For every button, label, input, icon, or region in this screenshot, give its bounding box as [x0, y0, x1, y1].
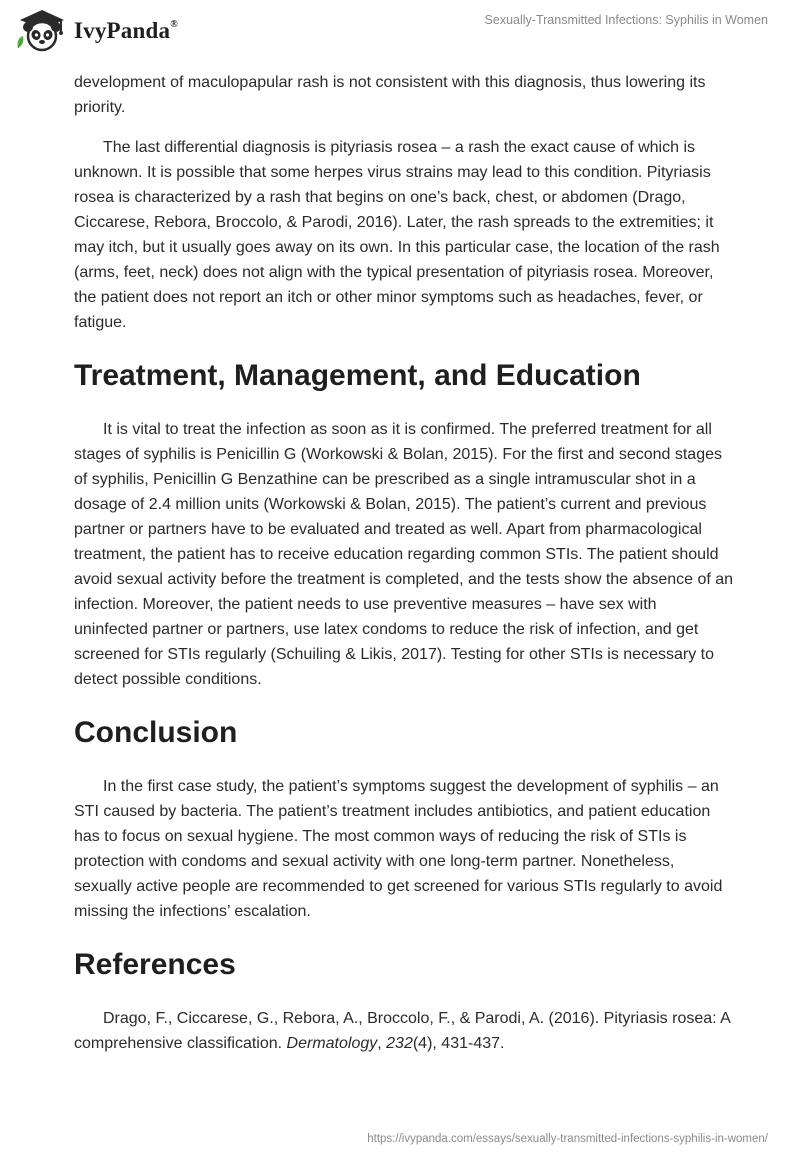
reference-journal: Dermatology: [286, 1035, 378, 1052]
running-title: Sexually-Transmitted Infections: Syphilis in Women: [484, 13, 768, 27]
reference-volume: 232: [386, 1035, 413, 1052]
paragraph-continuation: development of maculopapular rash is not consistent with this diagnosis, thus lowering its priority.: [74, 74, 706, 116]
logo-wordmark: IvyPanda®: [74, 18, 178, 43]
site-logo[interactable]: [14, 8, 178, 54]
paragraph-conclusion: In the first case study, the patient’s symptoms suggest the development of syphilis – an STI caused by bacteria. The patient’s treatment includes antibiotics, and patient education has to focus on sexual hygiene. The most common ways of reducing the risk of STIs is protection with condoms and sexual activity with one long-term partner. Nonetheless, sexually active people are recommended to get screened for various STIs regularly to avoid missing the infections’ escalation.: [74, 778, 723, 920]
panda-graduate-icon: [14, 8, 70, 54]
paragraph-pityriasis-rosea: The last differential diagnosis is pityriasis rosea – a rash the exact cause of which is unknown. It is possible that some herpes virus strains may lead to this condition. Pityriasis rosea is characterized by a rash that begins on one’s back, chest, or abdomen (Drago, Ciccarese, Rebora, Broccolo, & Parodi, 2016). Later, the rash spreads to the extremities; it may itch, but it usually goes away on its own. In this particular case, the location of the rash (arms, feet, neck) does not align with the typical presentation of pityriasis rosea. Moreover, the patient does not report an itch or other minor symptoms such as headaches, fever, or fatigue.: [74, 139, 720, 331]
reference-entry: Drago, F., Ciccarese, G., Rebora, A., Broccolo, F., & Parodi, A. (2016). Pityriasis rosea: A comprehensive classification. Dermatology, 232(4), 431-437.: [74, 1010, 730, 1052]
essay-content: [74, 70, 734, 1056]
paragraph-treatment: It is vital to treat the infection as soon as it is confirmed. The preferred treatment for all stages of syphilis is Penicillin G (Workowski & Bolan, 2015). For the first and second stages of syphilis, Penicillin G Benzathine can be prescribed as a single intramuscular shot in a dosage of 2.4 million units (Workowski & Bolan, 2015). The patient’s current and previous partner or partners have to be evaluated and treated as well. Apart from pharmacological treatment, the patient has to receive education regarding common STIs. The patient should avoid sexual activity before the treatment is completed, and the tests show the absence of an infection. Moreover, the patient needs to use preventive measures – have sex with uninfected partner or partners, use latex condoms to reduce the risk of infection, and get screened for STIs regularly (Schuiling & Likis, 2017). Testing for other STIs is necessary to detect possible conditions.: [74, 421, 734, 688]
heading-references: References: [74, 948, 236, 981]
heading-conclusion: Conclusion: [74, 716, 238, 749]
footer-url[interactable]: https://ivypanda.com/essays/sexually-transmitted-infections-syphilis-in-women/: [367, 1133, 768, 1145]
heading-treatment: Treatment, Management, and Education: [74, 359, 641, 392]
